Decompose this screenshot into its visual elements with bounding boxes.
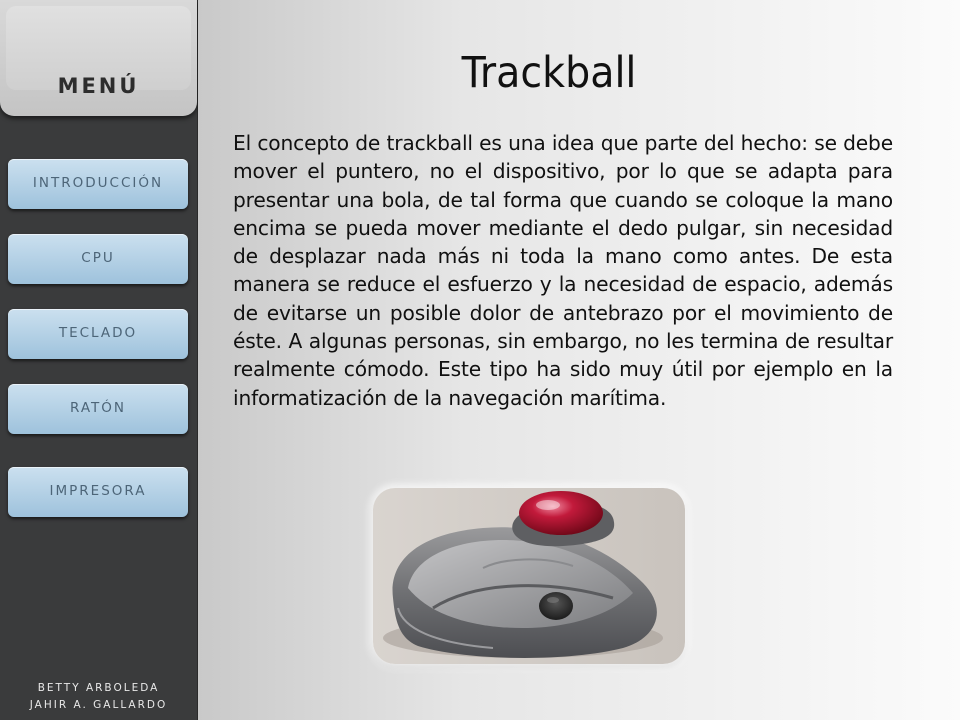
nav-label: TECLADO: [58, 325, 138, 341]
nav-button-raton[interactable]: [8, 384, 188, 434]
nav-label: IMPRESORA: [49, 483, 147, 499]
nav-button-teclado[interactable]: [8, 309, 188, 359]
menu-header: [0, 0, 197, 116]
nav-button-cpu[interactable]: [8, 234, 188, 284]
nav-button-impresora[interactable]: [8, 467, 188, 517]
sidebar: [0, 0, 198, 720]
page-title: Trackball: [461, 48, 637, 98]
nav-button-introduccion[interactable]: [8, 159, 188, 209]
nav-label: INTRODUCCIÓN: [32, 175, 164, 191]
menu-title: MENÚ: [57, 74, 140, 98]
credit-line: BETTY ARBOLEDA: [37, 682, 160, 694]
trackball-icon: [373, 488, 685, 664]
nav-label: CPU: [81, 250, 115, 266]
body-text: El concepto de trackball es una idea que parte del hecho: se debe mover el puntero, no el dispositivo, por lo que se adapta para presentar una bola, de tal forma que cuando se coloque la mano encima se pueda mover mediante el dedo pulgar, sin necesidad de desplazar nada más ni toda la mano como antes. De esta manera se reduce el esfuerzo y la necesidad de espacio, además de evitarse un posible dolor de antebrazo por el movimiento de éste. A algunas personas, sin embargo, no les termina de resultar realmente cómodo. Este tipo ha sido muy útil por ejemplo en la informatización de la navegación marítima.: [233, 131, 893, 410]
credit-line: JAHIR A. GALLARDO: [29, 699, 168, 711]
trackball-photo: [373, 488, 685, 664]
credits: [0, 680, 197, 714]
nav-label: RATÓN: [70, 400, 126, 416]
